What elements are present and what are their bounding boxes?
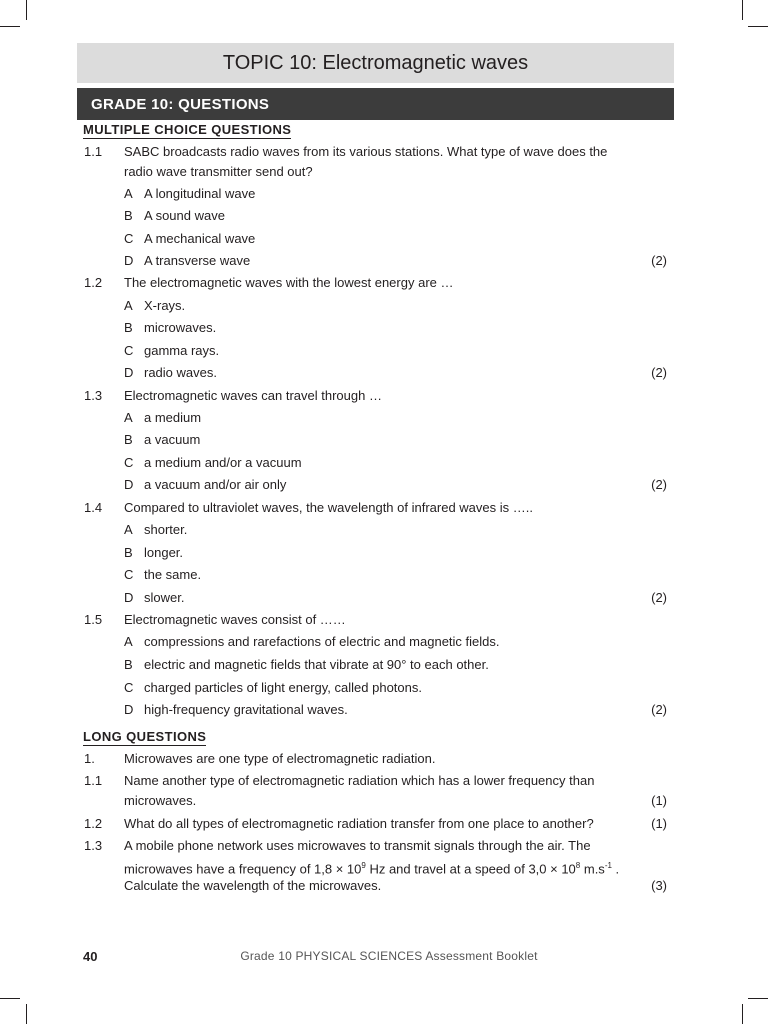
option-text: longer.: [144, 545, 184, 560]
question-number: 1.: [84, 751, 95, 766]
option-letter: D: [124, 702, 134, 717]
crop-mark: [748, 998, 768, 999]
grade-heading: [77, 88, 674, 120]
option-text: charged particles of light energy, called photons.: [144, 680, 422, 695]
question-number: 1.5: [84, 612, 103, 627]
option-text: shorter.: [144, 522, 188, 537]
option-text: microwaves.: [144, 320, 217, 335]
option-letter: D: [124, 477, 134, 492]
option-letter: B: [124, 208, 133, 223]
question-number: 1.2: [84, 275, 103, 290]
grade-heading-text: GRADE 10: QUESTIONS: [91, 95, 270, 113]
crop-mark: [748, 26, 768, 27]
mark-allocation: (3): [651, 878, 667, 893]
option-text: A mechanical wave: [144, 231, 256, 246]
crop-mark: [0, 998, 20, 999]
question-text: Name another type of electromagnetic radiation which has a lower frequency than: [124, 773, 595, 788]
option-letter: D: [124, 253, 134, 268]
question-text: Electromagnetic waves can travel through …: [124, 388, 382, 403]
question-number: 1.1: [84, 144, 103, 159]
text-part: microwaves have a frequency of 1,8 × 10: [124, 861, 362, 877]
option-letter: B: [124, 657, 133, 672]
page-number: 40: [83, 949, 98, 964]
question-number: 1.3: [84, 838, 103, 853]
question-text: Compared to ultraviolet waves, the wavelength of infrared waves is …..: [124, 500, 533, 515]
option-letter: C: [124, 680, 134, 695]
option-letter: C: [124, 567, 134, 582]
option-letter: D: [124, 590, 134, 605]
question-number: 1.3: [84, 388, 103, 403]
crop-mark: [26, 1004, 27, 1024]
question-text: The electromagnetic waves with the lowest energy are …: [124, 275, 454, 290]
mark-allocation: (1): [651, 793, 667, 808]
option-text: a medium and/or a vacuum: [144, 455, 302, 470]
crop-mark: [742, 0, 743, 20]
option-letter: A: [124, 522, 133, 537]
question-text: What do all types of electromagnetic radiation transfer from one place to another?: [124, 816, 594, 831]
mcq-heading: MULTIPLE CHOICE QUESTIONS: [83, 122, 292, 137]
exponent: 9: [361, 861, 366, 870]
mark-allocation: (2): [651, 253, 667, 268]
mark-allocation: (2): [651, 477, 667, 492]
question-number: 1.1: [84, 773, 103, 788]
question-text: SABC broadcasts radio waves from its various stations. What type of wave does the: [124, 144, 608, 159]
option-text: electric and magnetic fields that vibrate at 90° to each other.: [144, 657, 489, 672]
crop-mark: [742, 1004, 743, 1024]
option-letter: B: [124, 545, 133, 560]
exponent: 8: [575, 861, 581, 870]
text-part: .: [611, 861, 620, 877]
mark-allocation: (2): [651, 365, 667, 380]
option-text: a vacuum and/or air only: [144, 477, 287, 492]
question-text: Calculate the wavelength of the microwaves.: [124, 878, 382, 893]
question-text: Electromagnetic waves consist of ……: [124, 612, 346, 627]
option-text: A transverse wave: [144, 253, 251, 268]
option-letter: C: [124, 343, 134, 358]
option-text: the same.: [144, 567, 202, 582]
option-text: a medium: [144, 410, 202, 425]
option-letter: D: [124, 365, 134, 380]
mark-allocation: (2): [651, 590, 667, 605]
mark-allocation: (1): [651, 816, 667, 831]
question-number: 1.2: [84, 816, 103, 831]
mark-allocation: (2): [651, 702, 667, 717]
option-text: compressions and rarefactions of electric and magnetic fields.: [144, 634, 500, 649]
text-part: m.s: [580, 861, 605, 877]
question-number: 1.4: [84, 500, 103, 515]
option-text: A longitudinal wave: [144, 186, 256, 201]
question-text: radio wave transmitter send out?: [124, 164, 313, 179]
option-text: X-rays.: [144, 298, 186, 313]
option-letter: A: [124, 186, 133, 201]
option-text: A sound wave: [144, 208, 225, 223]
option-text: a vacuum: [144, 432, 201, 447]
question-text: A mobile phone network uses microwaves to transmit signals through the air. The: [124, 838, 591, 853]
question-text: Microwaves are one type of electromagnetic radiation.: [124, 751, 436, 766]
option-letter: C: [124, 231, 134, 246]
crop-mark: [0, 26, 20, 27]
option-letter: A: [124, 634, 133, 649]
option-text: radio waves.: [144, 365, 217, 380]
question-text: microwaves.: [124, 793, 197, 808]
option-text: high-frequency gravitational waves.: [144, 702, 348, 717]
option-letter: B: [124, 320, 133, 335]
option-letter: A: [124, 298, 133, 313]
option-text: gamma rays.: [144, 343, 220, 358]
long-questions-heading: LONG QUESTIONS: [83, 729, 207, 744]
topic-title: TOPIC 10: Electromagnetic waves: [77, 43, 674, 83]
crop-mark: [26, 0, 27, 20]
option-letter: A: [124, 410, 133, 425]
booklet-title: Grade 10 PHYSICAL SCIENCES Assessment Booklet: [240, 949, 538, 963]
option-text: slower.: [144, 590, 185, 605]
option-letter: C: [124, 455, 134, 470]
exponent: -1: [604, 861, 612, 870]
text-part: Hz and travel at a speed of 3,0 × 10: [365, 861, 576, 877]
option-letter: B: [124, 432, 133, 447]
